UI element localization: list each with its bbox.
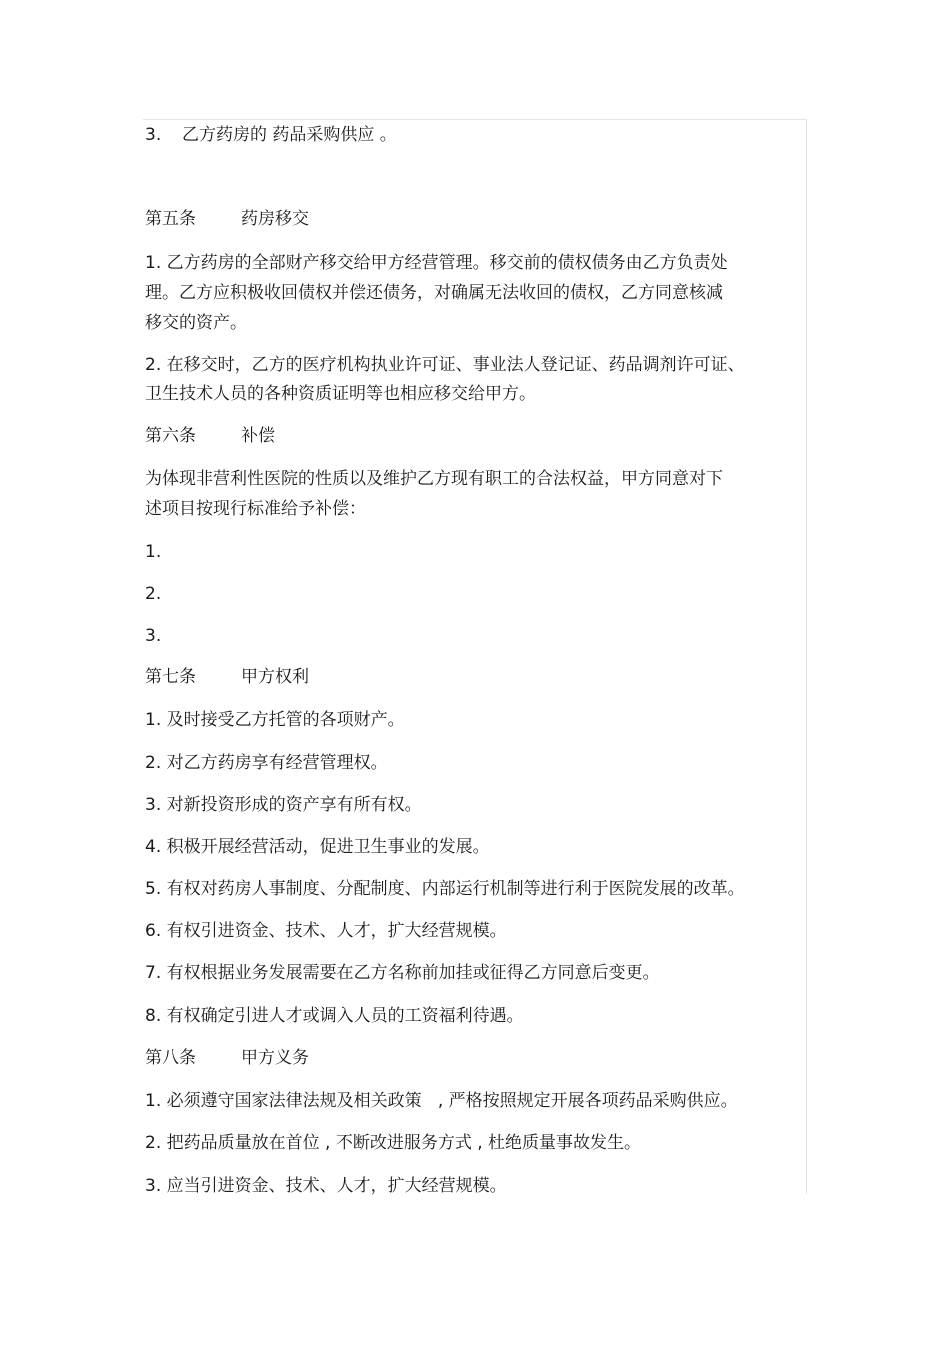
list-item: 1. 必须遵守国家法律法规及相关政策 , 严格按照规定开展各项药品采购供应。: [145, 1091, 738, 1111]
article-number: 第六条: [145, 426, 196, 446]
list-item: 1. 及时接受乙方托管的各项财产。: [145, 710, 405, 730]
list-item: 7. 有权根据业务发展需要在乙方名称前加挂或征得乙方同意后变更。: [145, 963, 660, 983]
article-heading: [145, 426, 275, 446]
paragraph-line: 述项目按现行标准给予补偿：: [145, 499, 366, 519]
article-title: 补偿: [241, 426, 275, 446]
article-title: 甲方权利: [241, 667, 309, 687]
paragraph-line: 移交的资产。: [145, 313, 247, 333]
paragraph-line: 理。乙方应积极收回债权并偿还债务，对确属无法收回的债权，乙方同意核减: [145, 283, 723, 303]
article-number: 第八条: [145, 1048, 196, 1068]
list-item: 3. 应当引进资金、技术、人才，扩大经营规模。: [145, 1176, 507, 1196]
article-number: 第七条: [145, 667, 196, 687]
list-item: 2. 把药品质量放在首位 , 不断改进服务方式 , 杜绝质量事故发生。: [145, 1133, 642, 1153]
page-frame: [143, 119, 807, 1194]
paragraph-line: 卫生技术人员的各种资质证明等也相应移交给甲方。: [145, 384, 536, 404]
list-item: 3. 对新投资形成的资产享有所有权。: [145, 795, 422, 815]
article-title: 甲方义务: [241, 1048, 309, 1068]
list-item: [145, 125, 397, 145]
item-number: 3.: [145, 125, 162, 145]
list-item: 1.: [145, 542, 162, 562]
article-heading: [145, 1048, 309, 1068]
paragraph-line: 1. 乙方药房的全部财产移交给甲方经营管理。移交前的债权债务由乙方负责处: [145, 253, 728, 273]
list-item: 6. 有权引进资金、技术、人才，扩大经营规模。: [145, 921, 507, 941]
paragraph-line: 2. 在移交时，乙方的医疗机构执业许可证、事业法人登记证、药品调剂许可证、: [145, 355, 745, 375]
article-number: 第五条: [145, 209, 196, 229]
list-item: 8. 有权确定引进人才或调入人员的工资福利待遇。: [145, 1006, 524, 1026]
article-heading: [145, 667, 309, 687]
list-item: 5. 有权对药房人事制度、分配制度、内部运行机制等进行利于医院发展的改革。: [145, 879, 745, 899]
list-item: 3.: [145, 626, 162, 646]
list-item: 2. 对乙方药房享有经营管理权。: [145, 753, 388, 773]
list-item: 2.: [145, 584, 162, 604]
article-title: 药房移交: [241, 209, 309, 229]
list-item: 4. 积极开展经营活动，促进卫生事业的发展。: [145, 837, 490, 857]
item-text: 乙方药房的 药品采购供应 。: [182, 125, 397, 145]
article-heading: [145, 209, 309, 229]
paragraph-line: 为体现非营利性医院的性质以及维护乙方现有职工的合法权益，甲方同意对下: [145, 469, 723, 489]
